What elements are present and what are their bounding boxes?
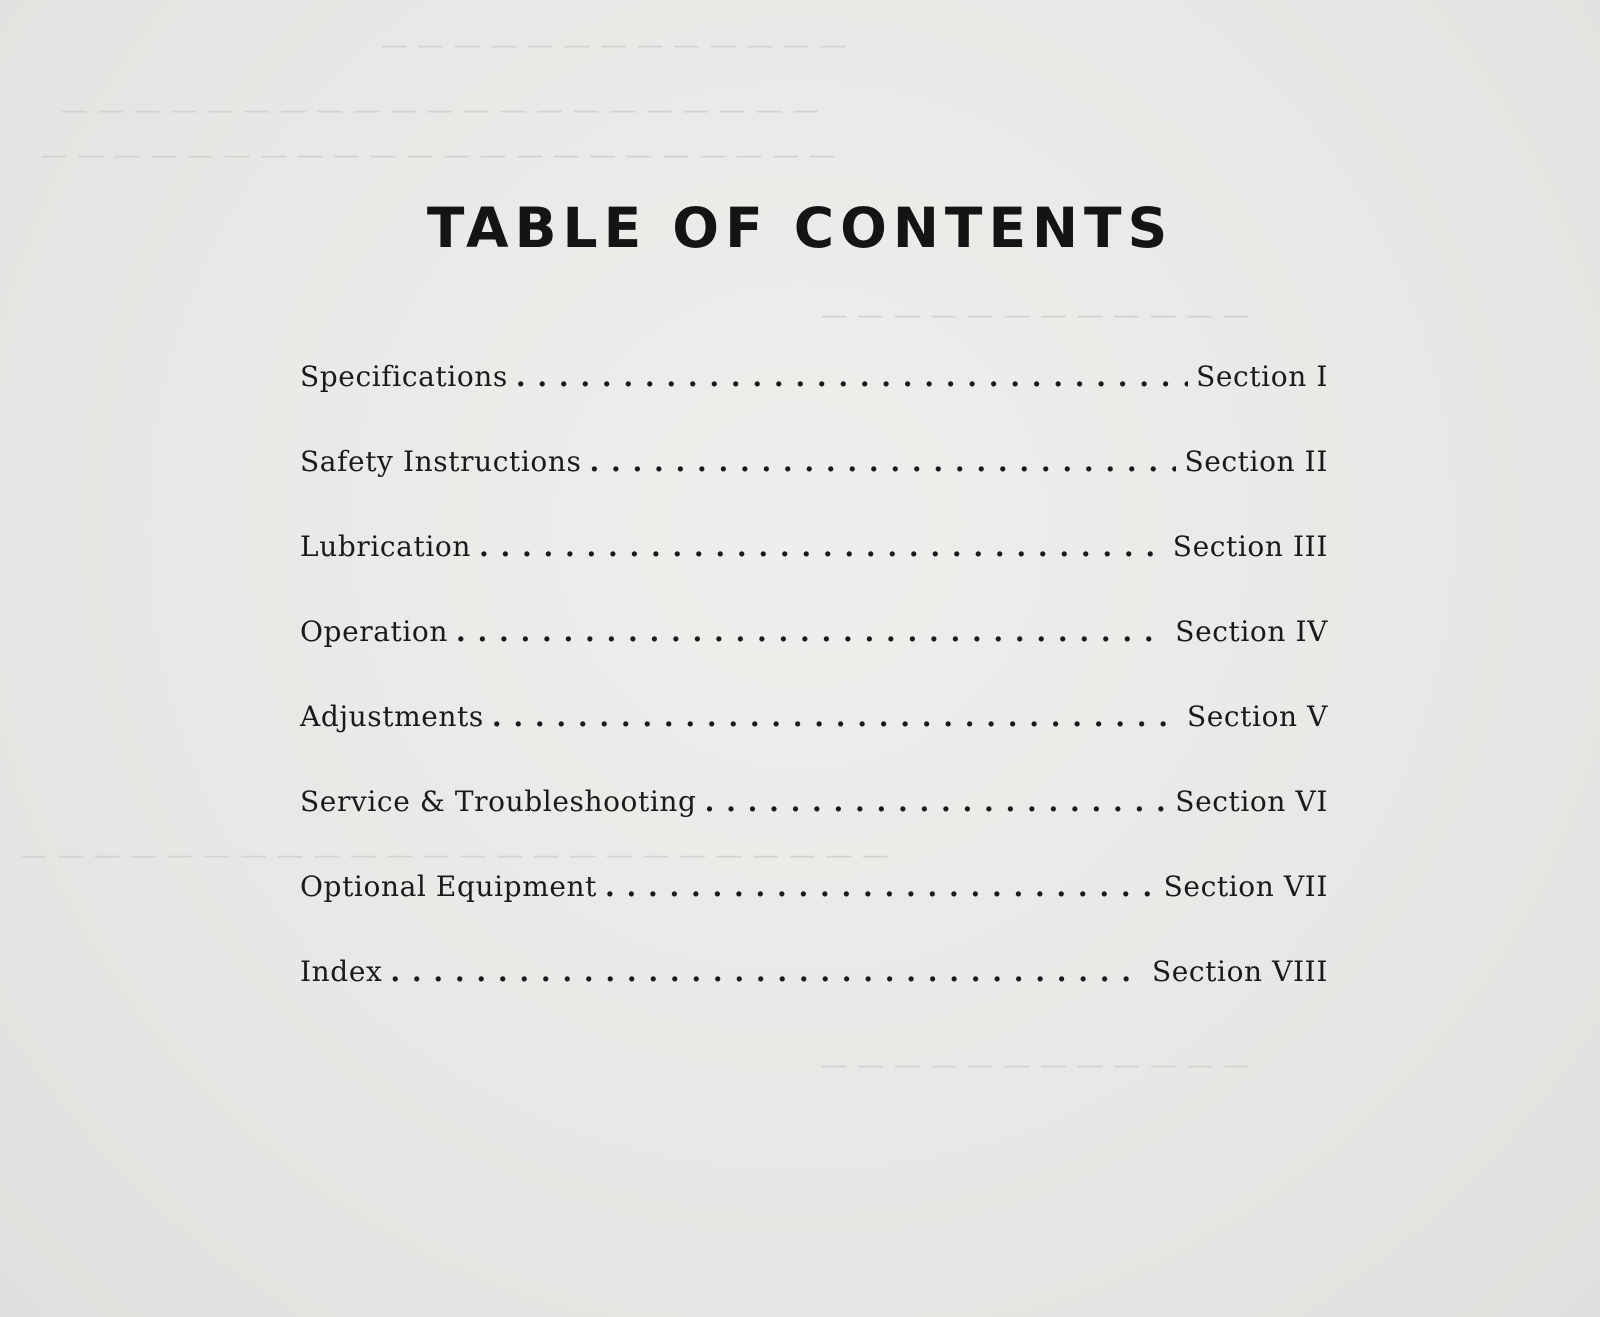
toc-leader-dots <box>492 700 1179 733</box>
toc-leader-dots <box>589 445 1176 478</box>
toc-entry-section: Section I <box>1196 360 1328 393</box>
toc-entry <box>300 530 1328 615</box>
toc-entry <box>300 870 1328 955</box>
bleed-through-line: — — — — — — — — — — — — — <box>380 30 847 61</box>
toc-leader-dots <box>705 785 1168 818</box>
bleed-through-line: — — — — — — — — — — — — — — — — — — — — — <box>60 95 820 126</box>
toc-entry-section: Section VII <box>1163 870 1328 903</box>
toc-entry <box>300 615 1328 700</box>
page-title: TABLE OF CONTENTS <box>426 196 1174 260</box>
bleed-through-line: — — — — — — — — — — — — <box>820 300 1250 331</box>
toc-entry-label: Optional Equipment <box>300 870 598 903</box>
bleed-through-line: — — — — — — — — — — — — <box>820 1050 1250 1081</box>
toc-leader-dots <box>516 360 1188 393</box>
toc-entry <box>300 955 1328 1040</box>
toc-entry <box>300 700 1328 785</box>
toc-leader-dots <box>605 870 1156 903</box>
toc-entry-label: Operation <box>300 615 449 648</box>
toc-entry-section: Section IV <box>1175 615 1328 648</box>
toc-entry-label: Safety Instructions <box>300 445 582 478</box>
toc-leader-dots <box>456 615 1167 648</box>
toc-entry-label: Adjustments <box>300 700 484 733</box>
toc-entry-section: Section III <box>1172 530 1328 563</box>
toc-leader-dots <box>479 530 1165 563</box>
toc-leader-dots <box>390 955 1144 988</box>
toc-entry-label: Service & Troubleshooting <box>300 785 697 818</box>
toc-entry <box>300 445 1328 530</box>
bleed-through-line: — — — — — — — — — — — — — — — — — — — — — — <box>40 140 836 171</box>
toc-entry-section: Section VI <box>1175 785 1328 818</box>
toc-entry-label: Index <box>300 955 383 988</box>
bleed-through-line: — — — — — — — — — — — — — — — — — — — — — — — — <box>20 840 889 871</box>
toc-entry-label: Lubrication <box>300 530 471 563</box>
toc-entry-section: Section II <box>1184 445 1328 478</box>
toc-entry-label: Specifications <box>300 360 508 393</box>
toc-entry-section: Section VIII <box>1151 955 1328 988</box>
toc-entry <box>300 785 1328 870</box>
toc-entry-section: Section V <box>1186 700 1328 733</box>
table-of-contents <box>300 360 1328 1040</box>
toc-entry <box>300 360 1328 445</box>
